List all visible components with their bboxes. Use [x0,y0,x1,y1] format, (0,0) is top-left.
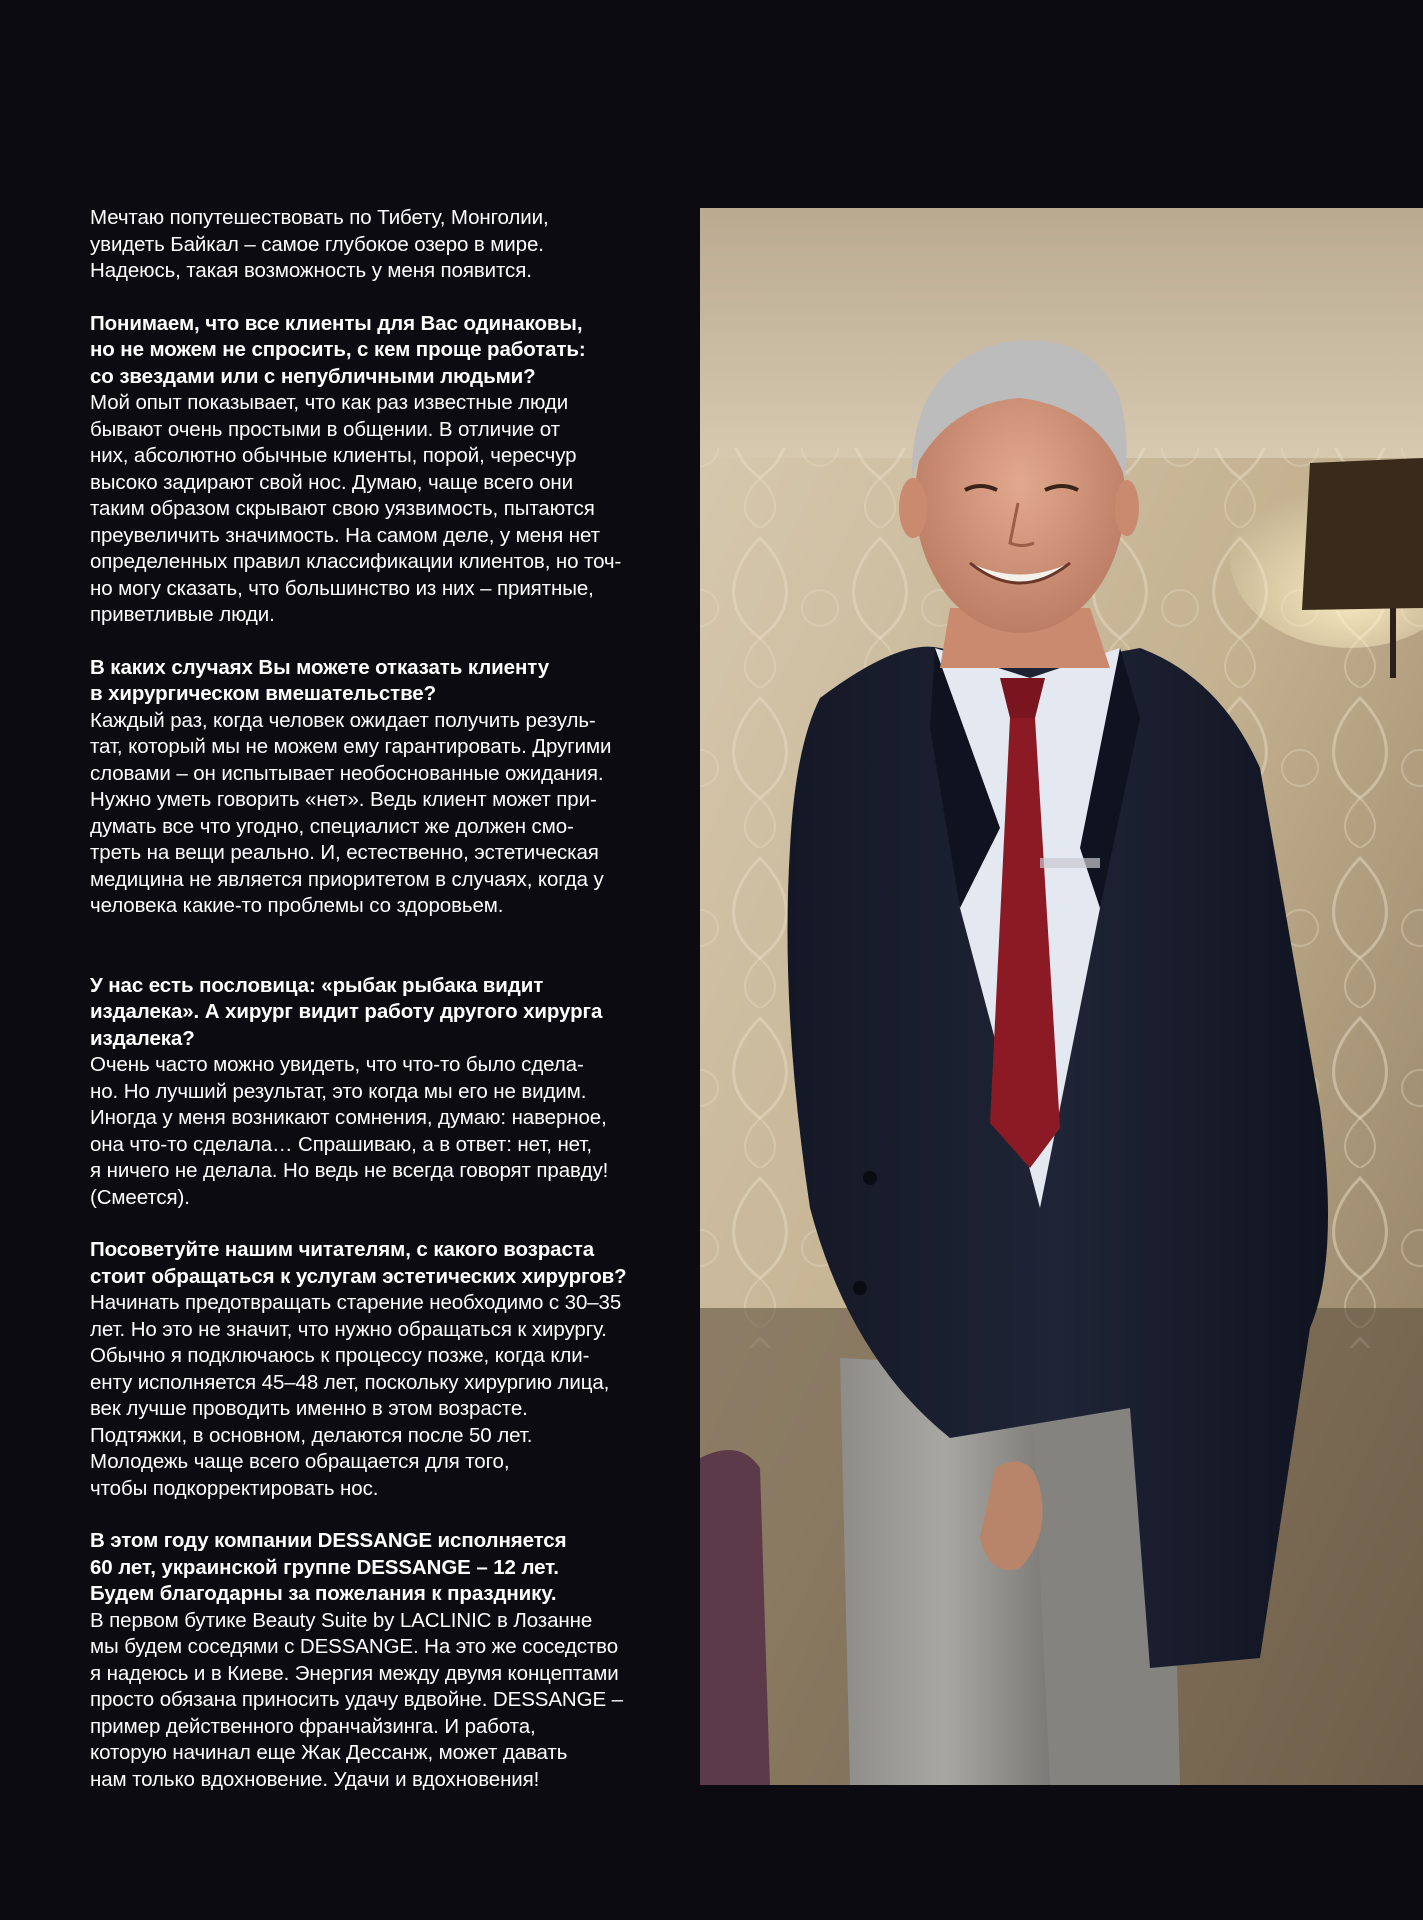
answer-line: человека какие-то проблемы со здоровьем. [90,894,504,917]
answer-line: Каждый раз, когда человек ожидает получить резуль- [90,708,596,732]
qa-block-1 [90,311,670,629]
answer-line: Молодежь чаще всего обращается для того, [90,1450,510,1473]
question [90,973,670,1053]
qa-block-2 [90,655,670,920]
answer-line: чтобы подкорректировать нос. [90,1476,379,1500]
answer-line: но. Но лучший результат, это когда мы его не видим. [90,1079,587,1103]
answer-line: тат, который мы не можем ему гарантировать. Другими [90,735,612,758]
answer-line: думать все что угодно, специалист же должен смо- [90,814,574,838]
answer-line: Очень часто можно увидеть, что что-то было сдела- [90,1053,584,1076]
qa-block-4 [90,1237,670,1502]
answer-line: я ничего не делала. Но ведь не всегда говорят правду! [90,1159,609,1182]
text-line: Мечтаю попутешествовать по Тибету, Монголии, [90,206,549,229]
question [90,655,670,708]
answer-line: Подтяжки, в основном, делаются после 50 лет. [90,1423,533,1447]
answer-line: век лучше проводить именно в этом возрасте. [90,1397,528,1420]
answer-line: но могу сказать, что большинство из них – приятные, [90,576,594,600]
qa-block-5 [90,1528,670,1793]
question-line: У нас есть пословица: «рыбак рыбака видит [90,973,544,997]
article-text-column [90,205,670,1819]
answer [90,390,670,629]
qa-block-3 [90,973,670,1212]
answer-line: лет. Но это не значит, что нужно обращаться к хирургу. [90,1317,607,1341]
intro-paragraph [90,205,670,285]
question-line: Будем благодарны за пожелания к празднику. [90,1582,557,1605]
answer-line: нам только вдохновение. Удачи и вдохновения! [90,1767,540,1791]
answer-line: Обычно я подключаюсь к процессу позже, когда кли- [90,1344,590,1367]
answer-line: В первом бутике Beauty Suite by LACLINIC в Лозанне [90,1608,593,1632]
question [90,1237,670,1290]
answer-line: преувеличить значимость. На самом деле, у меня нет [90,523,600,547]
question-line: В этом году компании DESSANGE исполняется [90,1529,567,1552]
question-line: но не можем не спросить, с кем проще работать: [90,338,586,361]
answer [90,1608,670,1794]
answer-line: енту исполняется 45–48 лет, поскольку хирургию лица, [90,1370,610,1394]
text-line: увидеть Байкал – самое глубокое озеро в мире. [90,232,544,256]
text-line: Надеюсь, такая возможность у меня появится. [90,259,532,282]
answer-line: мы будем соседями с DESSANGE. На это же соседство [90,1635,619,1658]
answer-line: бывают очень простыми в общении. В отличие от [90,417,560,441]
answer-line: Мой опыт показывает, что как раз известные люди [90,391,569,414]
answer-line: она что-то сделала… Спрашиваю, а в ответ: нет, нет, [90,1132,592,1156]
question [90,1528,670,1608]
answer [90,1052,670,1211]
answer-line: Иногда у меня возникают сомнения, думаю: наверное, [90,1106,607,1129]
portrait-illustration [700,208,1423,1785]
question-line: В каких случаях Вы можете отказать клиенту [90,655,550,679]
answer-line: треть на вещи реально. И, естественно, эстетическая [90,841,599,864]
portrait-photo [700,208,1423,1785]
answer-line: таким образом скрывают свою уязвимость, пытаются [90,497,595,520]
answer-line: высоко задирают свой нос. Думаю, чаще всего они [90,470,573,494]
answer-line: (Смеется). [90,1185,190,1209]
question-line: Посоветуйте нашим читателям, с какого возраста [90,1238,595,1261]
answer-line: которую начинал еще Жак Дессанж, может давать [90,1741,568,1764]
answer-line: медицина не является приоритетом в случаях, когда у [90,867,604,891]
answer-line: приветливые люди. [90,603,275,626]
answer-line: Нужно уметь говорить «нет». Ведь клиент может при- [90,788,597,811]
answer-line: словами – он испытывает необоснованные ожидания. [90,761,604,785]
question-line: стоит обращаться к услугам эстетических хирургов? [90,1264,627,1288]
question-line: в хирургическом вмешательстве? [90,682,437,705]
answer-line: я надеюсь и в Киеве. Энергия между двумя концептами [90,1661,619,1685]
question [90,311,670,391]
answer-line: просто обязана приносить удачу вдвойне. DESSANGE – [90,1688,623,1711]
question-line: 60 лет, украинской группе DESSANGE – 12 лет. [90,1555,559,1579]
question-line: издалека». А хирург видит работу другого хирурга [90,1000,603,1023]
answer-line: определенных правил классификации клиентов, но точ- [90,550,622,573]
question-line: со звездами или с непубличными людьми? [90,364,536,388]
answer-line: Начинать предотвращать старение необходимо с 30–35 [90,1291,622,1314]
answer-line: них, абсолютно обычные клиенты, порой, чересчур [90,444,577,467]
answer-line: пример действенного франчайзинга. И работа, [90,1714,536,1738]
question-line: издалека? [90,1026,195,1050]
answer [90,708,670,920]
answer [90,1290,670,1502]
question-line: Понимаем, что все клиенты для Вас одинаковы, [90,311,583,335]
